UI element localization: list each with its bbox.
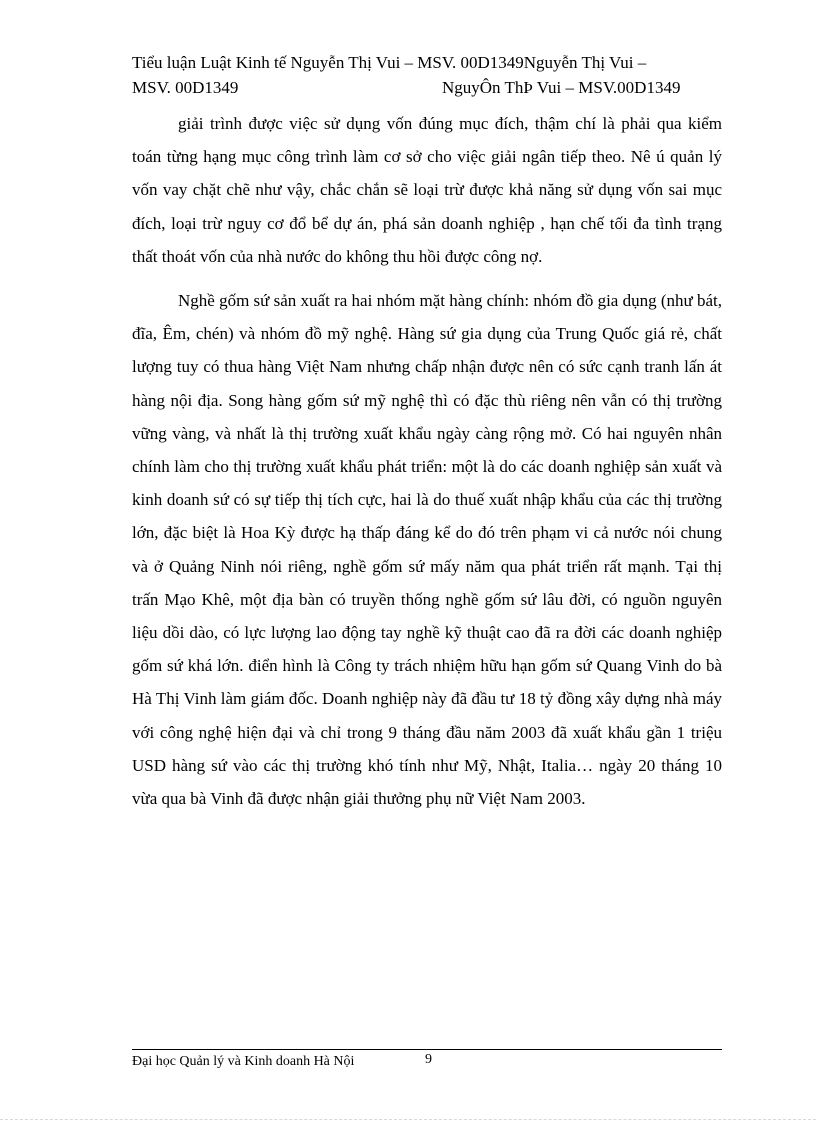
document-body [132,107,722,815]
paragraph-2: Nghề gốm sứ sản xuất ra hai nhóm mặt hàng chính: nhóm đồ gia dụng (như bát, đĩa, Êm, chén) và nhóm đồ mỹ nghệ. Hàng sứ gia dụng của Trung Quốc giá rẻ, chất lượng tuy có thua hàng Việt Nam nhưng chấp nhận được nên có sức cạnh tranh lấn át hàng nội địa. Song hàng gốm sứ mỹ nghệ thì có đặc thù riêng nên vẫn có thị trường vững vàng, và nhất là thị trường xuất khẩu ngày càng rộng mở. Có hai nguyên nhân chính làm cho thị trường xuất khẩu phát triển: một là do các doanh nghiệp sản xuất và kinh doanh sứ có sự tiếp thị tích cực, hai là do thuế xuất nhập khẩu của các thị trường lớn, đặc biệt là Hoa Kỳ được hạ thấp đáng kể do đó trên phạm vi cả nước nói chung và ở Quảng Ninh nói riêng, nghề gốm sứ mấy năm qua phát triển rất mạnh. Tại thị trấn Mạo Khê, một địa bàn có truyền thống nghề gốm sứ lâu đời, có nguồn nguyên liệu dồi dào, có lực lượng lao động tay nghề kỹ thuật cao đã ra đời các doanh nghiệp gốm sứ khá lớn. điển hình là Công ty trách nhiệm hữu hạn gốm sứ Quang Vinh do bà Hà Thị Vinh làm giám đốc. Doanh nghiệp này đã đầu tư 18 tỷ đồng xây dựng nhà máy với công nghệ hiện đại và chỉ trong 9 tháng đầu năm 2003 đã xuất khẩu gần 1 triệu USD hàng sứ vào các thị trường khó tính như Mỹ, Nhật, Italia… ngày 20 tháng 10 vừa qua bà Vinh đã được nhận giải thưởng phụ nữ Việt Nam 2003. [132,291,722,809]
header-line-1-text: Tiểu luận Luật Kinh tế Nguyễn Thị Vui – MSV. 00D1349Nguyễn Thị Vui – [132,53,647,72]
header-line-2-right: NguyÔn ThÞ Vui – MSV.00D1349 [442,78,681,97]
footer-institution: Đại học Quản lý và Kinh doanh Hà Nội [132,1054,355,1069]
paragraph-1: giải trình được việc sử dụng vốn đúng mục đích, thậm chí là phải qua kiểm toán từng hạng mục công trình làm cơ sở cho việc giải ngân tiếp theo. Nê ú quản lý vốn vay chặt chẽ như vậy, chắc chắn sẽ loại trừ được khả năng sử dụng vốn sai mục đích, loại trừ nguy cơ đổ bể dự án, phá sản doanh nghiệp , hạn chế tối đa tình trạng thất thoát vốn của nhà nước do không thu hồi được công nợ. [132,114,722,266]
page-footer [132,1053,722,1071]
page-header [132,50,722,100]
header-line-1 [132,50,722,75]
header-line-2-left: MSV. 00D1349 [132,78,239,97]
page-number: 9 [425,1052,432,1067]
page-bottom-edge [0,1119,816,1120]
header-line-2 [132,75,722,100]
footer-divider [132,1049,722,1050]
